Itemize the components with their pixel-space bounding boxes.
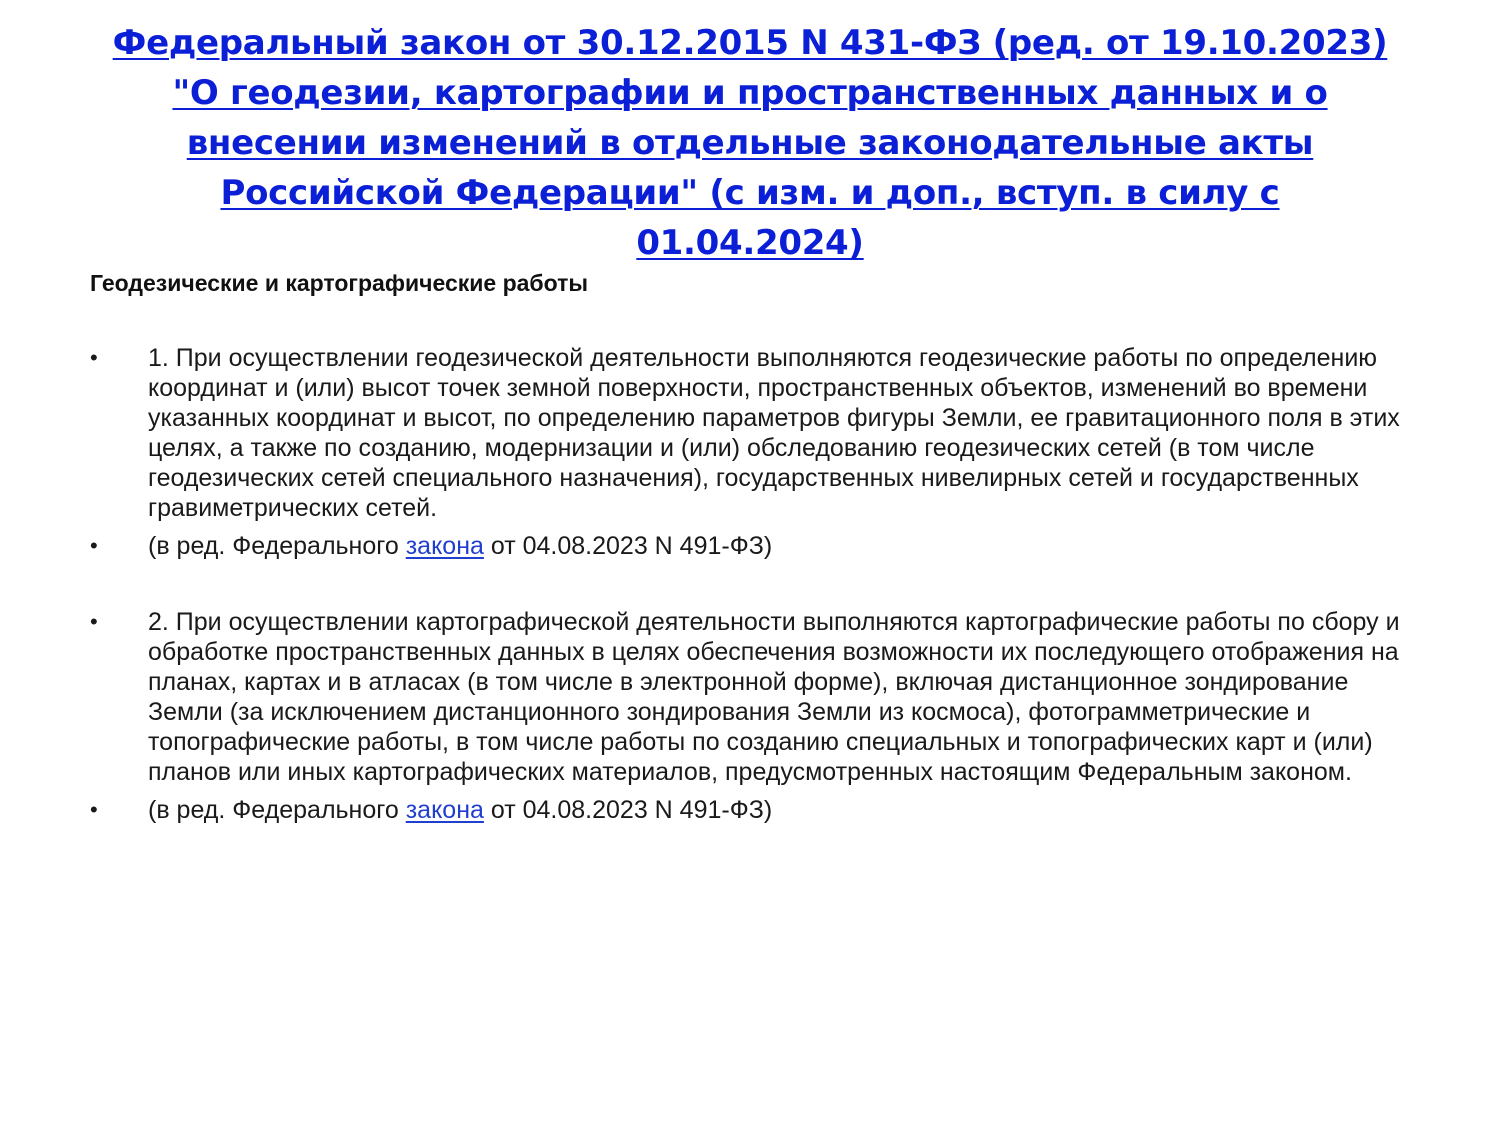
document-title-link[interactable]: Федеральный закон от 30.12.2015 N 431-ФЗ (ред. от 19.10.2023) "О геодезии, картографии и пространственных данных и о внесении изменений в отдельные законодательные акты Российской Федерации" (с изм. и доп., вступ. в силу с 01.04.2024) (112, 23, 1388, 263)
section-heading: Геодезические и картографические работы (90, 270, 589, 296)
paragraph-text: 1. При осуществлении геодезической деятельности выполняются геодезические работы по определению координат и (или) высот точек земной поверхности, пространственных объектов, изменений во времени указанных координат и высот, по определению параметров фигуры Земли, ее гравитационного поля в этих целях, а также по созданию, модернизации и (или) обследованию геодезических сетей (в том числе геодезических сетей специального назначения), государственных нивелирных сетей и государственных гравиметрических сетей. (148, 344, 1400, 522)
list-item (90, 343, 1420, 523)
law-link[interactable]: закона (405, 532, 484, 560)
law-link[interactable]: закона (405, 796, 484, 824)
bullet-dot-icon: • (90, 345, 98, 370)
bullet-dot-icon: • (90, 533, 98, 558)
document-title (110, 18, 1390, 268)
list-item (90, 607, 1420, 787)
amendment-suffix: от 04.08.2023 N 491-ФЗ) (483, 796, 773, 824)
bullet-dot-icon: • (90, 609, 98, 634)
bullet-list (90, 343, 1420, 825)
amendment-prefix: (в ред. Федерального (148, 532, 406, 560)
list-item (90, 531, 1420, 561)
bullet-dot-icon: • (90, 797, 98, 822)
amendment-prefix: (в ред. Федерального (148, 796, 406, 824)
amendment-suffix: от 04.08.2023 N 491-ФЗ) (483, 532, 773, 560)
paragraph-text: 2. При осуществлении картографической деятельности выполняются картографические работы по сбору и обработке пространственных данных в целях обеспечения возможности их последующего отображения на планах, картах и в атласах (в том числе в электронной форме), включая дистанционное зондирование Земли (за исключением дистанционного зондирования Земли из космоса), фотограмметрические и топографические работы, в том числе работы по созданию специальных и топографических карт и (или) планов или иных картографических материалов, предусмотренных настоящим Федеральным законом. (148, 608, 1400, 786)
list-item (90, 795, 1420, 825)
